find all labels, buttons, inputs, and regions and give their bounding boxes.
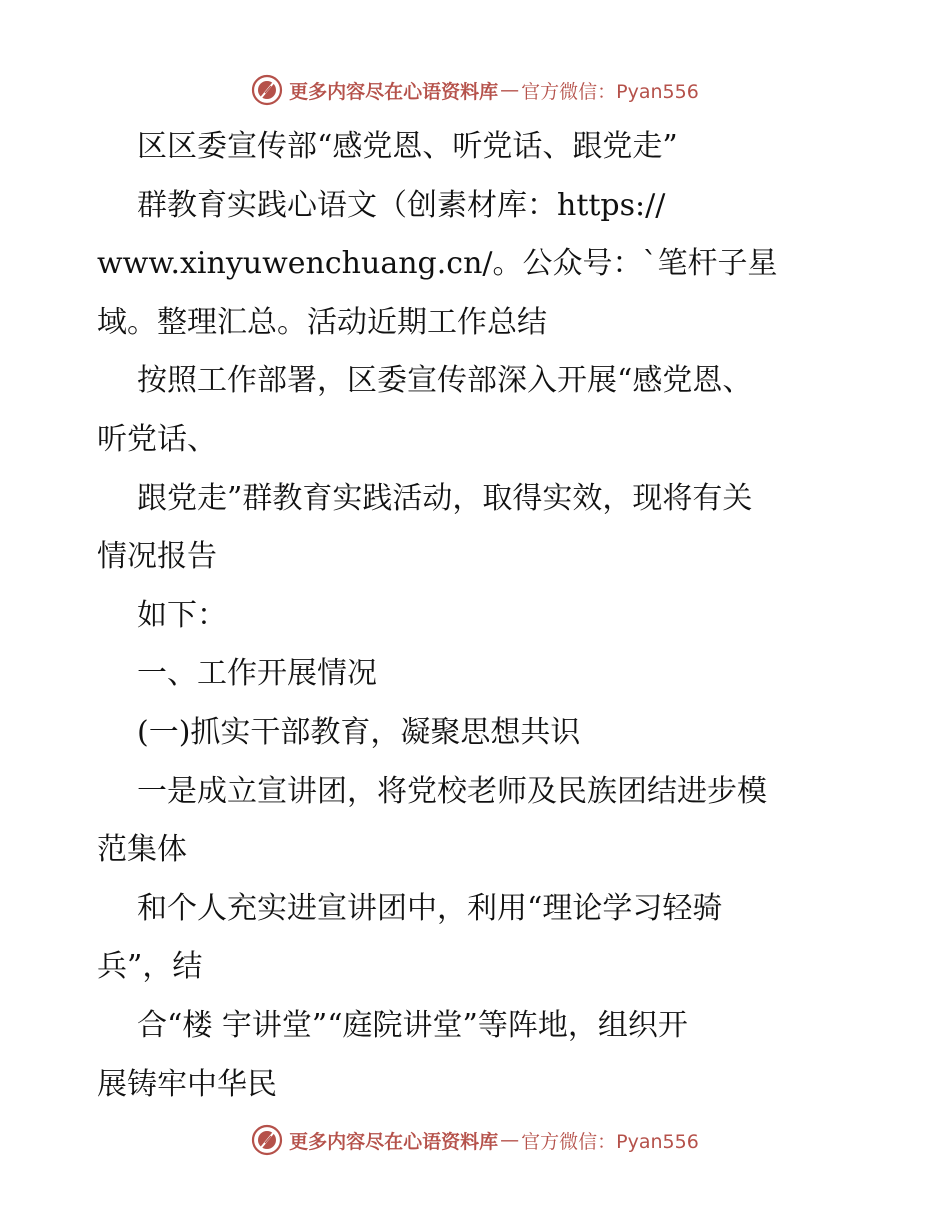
document-title-line-2: 群教育实践心语文（创素材库：https:// (137, 187, 666, 223)
paragraph-line: 展铸牢中华民 (97, 1066, 277, 1102)
subsection-heading: (一)抓实干部教育，凝聚思想共识 (137, 714, 581, 750)
paragraph-line: 一是成立宣讲团，将党校老师及民族团结进步模 (137, 773, 767, 809)
watermark-prefix: 更多内容尽在心语资料库 (289, 1130, 499, 1153)
document-title-line-4: 域。整理汇总。活动近期工作总结 (97, 304, 547, 340)
watermark-header (0, 70, 950, 110)
document-title-line-3: www.xinyuwenchuang.cn/。公众号：`笔杆子星 (97, 246, 778, 282)
paragraph-line: 兵”，结 (97, 949, 203, 985)
watermark-dash: — (500, 79, 520, 101)
paragraph-line: 范集体 (97, 832, 187, 868)
feather-seal-icon (251, 74, 283, 106)
paragraph-line: 如下： (137, 597, 227, 633)
paragraph-line: 按照工作部署，区委宣传部深入开展“感党恩、 (137, 363, 753, 399)
paragraph-line: 合“楼 宇讲堂”“庭院讲堂”等阵地，组织开 (137, 1007, 688, 1043)
paragraph-line: 跟党走”群教育实践活动，取得实效，现将有关 (137, 480, 753, 516)
watermark-prefix: 更多内容尽在心语资料库 (289, 80, 499, 103)
paragraph-line: 听党话、 (97, 421, 217, 457)
watermark-dash: — (500, 1129, 520, 1151)
feather-seal-icon (251, 1124, 283, 1156)
document-body (97, 118, 877, 1114)
watermark-footer (0, 1120, 950, 1160)
document-title-line-1: 区区委宣传部“感党恩、听党话、跟党走” (137, 129, 678, 164)
paragraph-line: 和个人充实进宣讲团中，利用“理论学习轻骑 (137, 890, 723, 926)
watermark-contact: 官方微信：Pyan556 (521, 80, 699, 103)
paragraph-line: 情况报告 (97, 539, 217, 575)
watermark-contact: 官方微信：Pyan556 (521, 1130, 699, 1153)
section-heading: 一、工作开展情况 (137, 656, 377, 692)
